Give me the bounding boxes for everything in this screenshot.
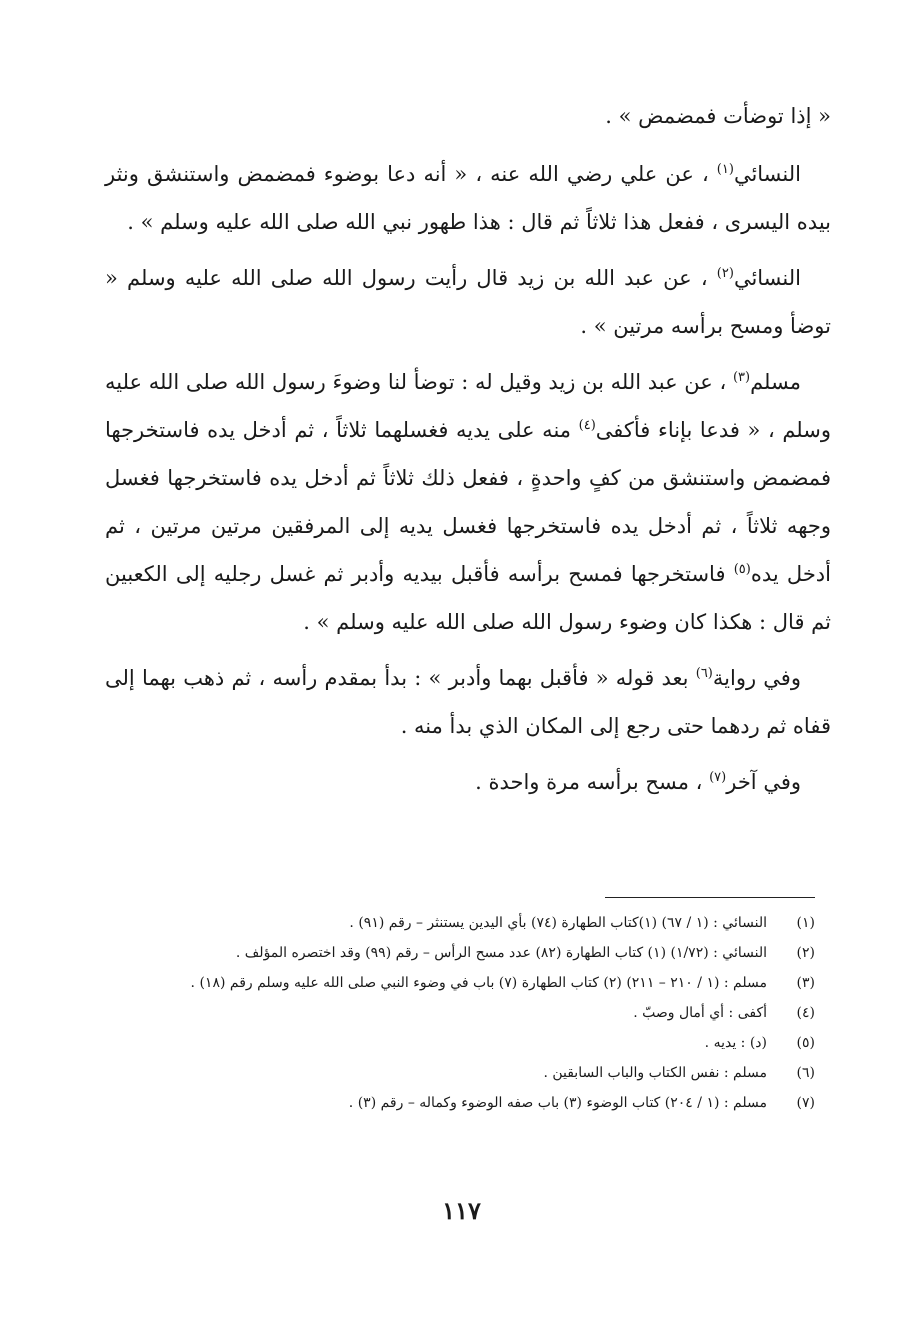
footnote-ref-6[interactable]: (٦) — [695, 666, 713, 681]
footnote-4 — [110, 998, 815, 1028]
paragraph-4-text-c: فاستخرجها فمسح برأسه فأقبل بيديه وأدبر ثم غسل رجليه إلى الكعبين ثم قال : هكذا كان وضوء رسول الله صلى الله عليه وسلم » . — [105, 562, 831, 634]
footnote-number: (٤) — [796, 1005, 815, 1021]
footnote-number: (٦) — [796, 1065, 815, 1081]
footnote-number: (٥) — [796, 1035, 815, 1051]
paragraph-3 — [105, 254, 831, 350]
footnote-ref-5[interactable]: (٥) — [733, 562, 751, 577]
footnote-text: أكفى : أي أمال وصبّ . — [633, 1005, 767, 1021]
footnote-ref-7[interactable]: (٧) — [709, 770, 727, 785]
paragraph-5-text: بعد قوله « فأقبل بهما وأدبر » : بدأ بمقدم رأسه ، ثم ذهب بهما إلى قفاه ثم ردهما حتى رجع إلى المكان الذي بدأ منه . — [105, 666, 831, 738]
paragraph-5 — [105, 654, 831, 750]
footnote-number: (٣) — [796, 975, 815, 991]
paragraph-4-text-a: ، عن عبد الله بن زيد وقيل له : توضأ لنا وضوءَ رسول الله صلى الله عليه وسلم ، « فدعا بإناء فأكفى — [104, 370, 831, 442]
source-name: النسائي — [733, 266, 801, 290]
footnote-number: (٧) — [796, 1095, 815, 1111]
footnote-ref-2[interactable]: (٢) — [716, 266, 734, 281]
footnote-2 — [110, 938, 815, 968]
paragraph-1 — [105, 92, 831, 140]
paragraph-6-text: ، مسح برأسه مرة واحدة . — [475, 770, 710, 794]
footnote-number: (٢) — [796, 945, 815, 961]
paragraph-5-lead: وفي رواية — [712, 666, 801, 690]
paragraph-1-text: « إذا توضأت فمضمض » . — [605, 104, 831, 128]
paragraph-3-text: ، عن عبد الله بن زيد قال رأيت رسول الله صلى الله عليه وسلم « توضأ ومسح برأسه مرتين » . — [105, 266, 831, 338]
footnote-text: مسلم : نفس الكتاب والباب السابقين . — [543, 1065, 767, 1081]
paragraph-2-text: ، عن علي رضي الله عنه ، « أنه دعا بوضوء فمضمض واستنشق ونثر بيده اليسرى ، ففعل هذا ثلاثاً ثم قال : هذا طهور نبي الله صلى الله عليه وسلم » . — [105, 162, 831, 234]
source-name: مسلم — [750, 370, 801, 394]
main-text — [105, 92, 831, 814]
footnote-6 — [110, 1058, 815, 1088]
footnote-ref-4[interactable]: (٤) — [578, 418, 596, 433]
footnote-divider — [605, 897, 815, 898]
footnotes — [110, 908, 815, 1118]
paragraph-4-text-b: منه على يديه فغسلهما ثلاثاً ، ثم أدخل يده فاستخرجها فمضمض واستنشق من كفٍ واحدةٍ ، ففعل ذلك ثلاثاً ثم أدخل يده فاستخرجها فغسل وجهه ثلاثاً ، ثم أدخل يده فاستخرجها فغسل يديه إلى المرفقين مرتين مرتين ، ثم أدخل يده — [105, 418, 831, 586]
footnote-text: النسائي : (١ / ٦٧) (١)كتاب الطهارة (٧٤) بأي اليدين يستنثر – رقم (٩١) . — [349, 915, 767, 931]
page-number: ١١٧ — [442, 1196, 481, 1225]
footnote-text: (د) : يديه . — [704, 1035, 767, 1051]
footnote-ref-1[interactable]: (١) — [716, 162, 734, 177]
footnote-text: النسائي : (١/٧٢) (١) كتاب الطهارة (٨٢) عدد مسح الرأس – رقم (٩٩) وقد اختصره المؤلف . — [235, 945, 767, 961]
paragraph-4 — [105, 358, 831, 646]
footnote-1 — [110, 908, 815, 938]
paragraph-6-lead: وفي آخر — [726, 770, 801, 794]
paragraph-2 — [105, 150, 831, 246]
footnote-7 — [110, 1088, 815, 1118]
paragraph-6 — [105, 758, 831, 806]
footnote-3 — [110, 968, 815, 998]
source-name: النسائي — [733, 162, 801, 186]
footnote-text: مسلم : (١ / ٢١٠ – ٢١١) (٢) كتاب الطهارة (٧) باب في وضوء النبي صلى الله عليه وسلم رقم (١٨) . — [190, 975, 767, 991]
footnote-5 — [110, 1028, 815, 1058]
footnote-number: (١) — [796, 915, 815, 931]
footnote-ref-3[interactable]: (٣) — [732, 370, 751, 385]
footnote-text: مسلم : (١ / ٢٠٤) كتاب الوضوء (٣) باب صفه الوضوء وكماله – رقم (٣) . — [348, 1095, 767, 1111]
